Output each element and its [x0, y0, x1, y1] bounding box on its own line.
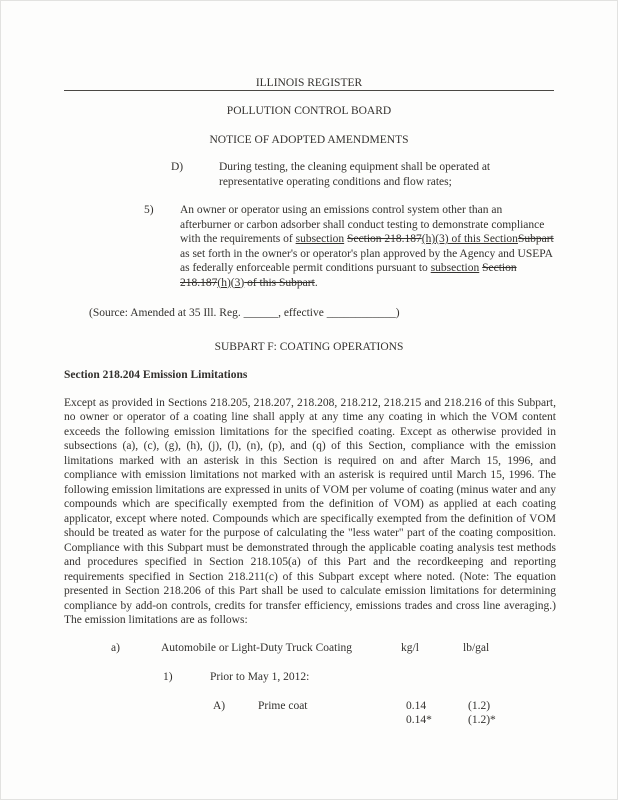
item-5-segment-inserted: (h)(3): [217, 276, 245, 289]
table-row-automobile: [64, 641, 554, 656]
item-5-segment-inserted: subsection: [295, 233, 345, 245]
row-A-text: Prime coat: [258, 699, 308, 712]
subpart-heading: SUBPART F: COATING OPERATIONS: [214, 340, 404, 353]
item-5-segment-deleted: Section 218.187: [347, 233, 422, 245]
section-heading: Section 218.204 Emission Limitations: [64, 369, 248, 381]
item-5-segment-inserted: subsection: [430, 262, 480, 274]
item-5: [64, 203, 554, 290]
prime-coat-lb-value: (1.2): [468, 699, 491, 712]
item-5-segment-deleted: Section 218.187: [180, 262, 517, 289]
board-heading: POLLUTION CONTROL BOARD: [226, 105, 392, 117]
item-5-segment: as set forth in the owner's or operator's plan approved by the Agency and USEPA as federally enforceable permit conditions pursuant to: [180, 247, 553, 274]
row-1-text: Prior to May 1, 2012:: [210, 671, 310, 683]
source-line: (Source: Amended at 35 Ill. Reg. ______, effective ____________): [89, 307, 400, 319]
table-row-prime-coat: [64, 699, 554, 728]
item-5-segment-deleted: Subpart: [517, 233, 554, 245]
item-5-label: 5): [144, 204, 154, 216]
item-5-text: [180, 203, 556, 290]
body-paragraph: Except as provided in Sections 218.205, 218.207, 218.208, 218.212, 218.215 and 218.216 of this Subpart, no owner or operator of a coating line shall apply at any time any coating in which the VOM content exceeds the following emission limitations for the specified coating. Except as otherwise provided in subsections (a), (c), (g), (h), (j), (l), (n), (p), and (q) of this Section, compliance with the emission limitations marked with an asterisk in this Section is required on and after March 15, 1996, and compliance with emission limitations not marked with an asterisk is required until March 15, 1996. The following emission limitations are expressed in units of VOM per volume of coating (minus water and any compounds which are specifically exempted from the definition of VOM) as applied at each coating applicator, except where noted. Compounds which are specifically exempted from the definition of VOM should be treated as water for the purpose of calculating the "less water" part of the coating composition. Compliance with this Subpart must be demonstrated through the applicable coating analysis test methods and procedures specified in Section 218.105(a) of this Part and the recordkeeping and reporting requirements specified in Section 218.211(c) of this Subpart except where noted. (Note: The equation presented in Section 218.206 of this Part shall be used to calculate emission limitations for determining compliance by add-on controls, credits for transfer efficiency, emissions trades and cross line averaging.) The emission limitations are as follows:: [64, 396, 556, 626]
item-d: [64, 160, 554, 189]
column-header-lbgal: lb/gal: [463, 641, 490, 654]
row-a-text: Automobile or Light-Duty Truck Coating: [161, 641, 353, 654]
header-rule-left: [64, 77, 248, 91]
prime-coat-lb-value-asterisk: (1.2)*: [468, 714, 496, 726]
register-header: [64, 76, 554, 91]
item-5-segment: An owner or operator using an emissions control system other than an afterburner or carbon adsorber shall conduct testing to demonstrate compliance with the requirements of: [180, 204, 545, 245]
item-5-segment-inserted: (h)(3) of this Section: [421, 233, 518, 245]
item-5-segment: .: [314, 276, 318, 289]
table-row-prior-date: [64, 670, 554, 685]
register-title: ILLINOIS REGISTER: [248, 76, 370, 92]
prime-coat-kg-value: 0.14: [406, 699, 427, 712]
item-d-text: During testing, the cleaning equipment shall be operated at representative operating conditions and flow rates;: [219, 161, 491, 188]
notice-heading: NOTICE OF ADOPTED AMENDMENTS: [209, 133, 409, 146]
item-5-segment-deleted: of this Subpart: [244, 276, 315, 289]
column-header-kgl: kg/l: [401, 641, 419, 654]
header-rule-right: [370, 77, 554, 91]
row-1-label: 1): [163, 671, 173, 683]
item-d-label: D): [171, 161, 184, 173]
row-A-label: A): [213, 699, 226, 712]
row-a-label: a): [111, 641, 120, 654]
limits-table: [64, 641, 554, 728]
prime-coat-kg-value-asterisk: 0.14*: [406, 714, 432, 726]
